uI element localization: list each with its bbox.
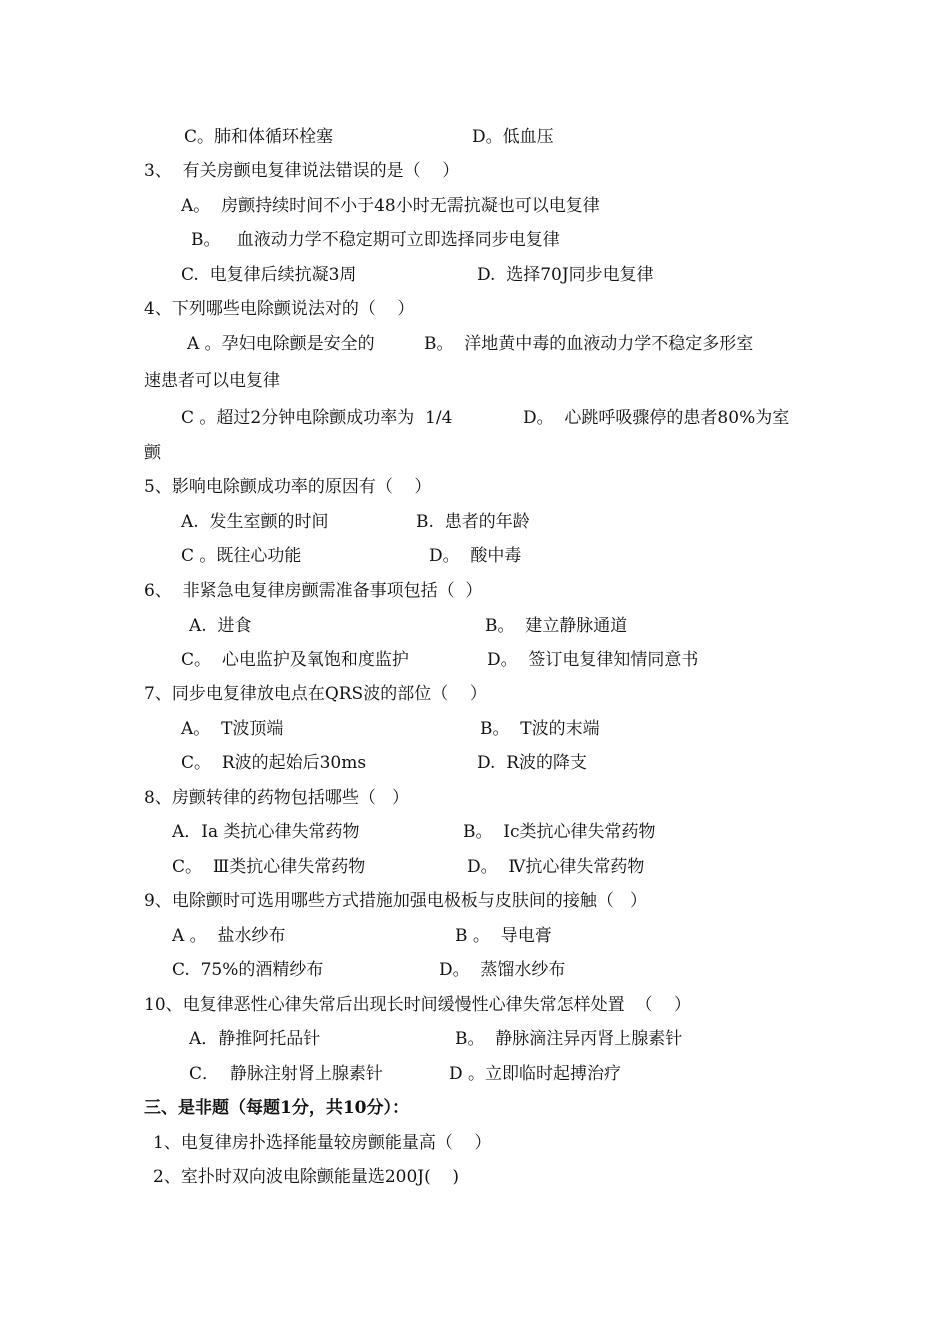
q10-option-c: C． 静脉注射肾上腺素针: [189, 1064, 383, 1084]
q4-option-d-continued: 颤: [144, 443, 161, 463]
q3-option-d: D. 选择70J同步电复律: [477, 265, 654, 285]
tf-item-1: 1、电复律房扑选择能量较房颤能量高（ ）: [153, 1133, 492, 1153]
q2-option-d: D。低血压: [472, 127, 554, 147]
q9-option-c: C. 75%的酒精纱布: [172, 960, 324, 980]
q3-option-a: A。 房颤持续时间不小于48小时无需抗凝也可以电复律: [181, 196, 600, 216]
q8-option-c: C。 Ⅲ类抗心律失常药物: [172, 857, 366, 877]
q3-option-c: C. 电复律后续抗凝3周: [181, 265, 357, 285]
q7-option-c: C。 R波的起始后30ms: [181, 753, 367, 773]
q6-option-d: D。 签订电复律知情同意书: [487, 650, 699, 670]
q4-option-c: C 。超过2分钟电除颤成功率为 1/4: [181, 408, 453, 428]
q6-option-b: B。 建立静脉通道: [485, 616, 628, 636]
q7-option-a: A。 T波顶端: [181, 719, 284, 739]
q4-option-a: A 。孕妇电除颤是安全的: [187, 334, 375, 354]
q5-option-c: C 。既往心功能: [181, 546, 302, 566]
q7-option-d: D. R波的降支: [477, 753, 588, 773]
q10-stem: 10、电复律恶性心律失常后出现长时间缓慢性心律失常怎样处置 （ ）: [144, 995, 692, 1015]
q10-option-b: B。 静脉滴注异丙肾上腺素针: [455, 1029, 683, 1049]
q9-option-b: B 。 导电膏: [455, 926, 552, 946]
q9-option-a: A 。 盐水纱布: [172, 926, 286, 946]
q8-stem: 8、房颤转律的药物包括哪些（ ）: [144, 788, 410, 808]
q4-stem: 4、下列哪些电除颤说法对的（ ）: [144, 299, 415, 319]
q3-stem: 3、 有关房颤电复律说法错误的是（ ）: [144, 161, 460, 181]
q7-stem: 7、同步电复律放电点在QRS波的部位（ ）: [144, 684, 487, 704]
q5-option-d: D。 酸中毒: [429, 546, 522, 566]
q9-stem: 9、电除颤时可选用哪些方式措施加强电极板与皮肤间的接触（ ）: [144, 891, 648, 911]
q4-option-b-continued: 速患者可以电复律: [144, 371, 280, 391]
q9-option-d: D。 蒸馏水纱布: [439, 960, 566, 980]
tf-item-2: 2、室扑时双向波电除颤能量选200J( ): [153, 1167, 459, 1187]
q5-option-a: A. 发生室颤的时间: [181, 512, 329, 532]
q2-option-c: C。肺和体循环栓塞: [184, 127, 334, 147]
q8-option-d: D。 Ⅳ抗心律失常药物: [467, 857, 645, 877]
q8-option-a: A．Ⅰa 类抗心律失常药物: [172, 822, 360, 842]
q7-option-b: B。 T波的末端: [480, 719, 600, 739]
q3-option-b: B。 血液动力学不稳定期可立即选择同步电复律: [191, 230, 560, 250]
q4-option-b: B。 洋地黄中毒的血液动力学不稳定多形室: [424, 334, 754, 354]
q10-option-d: D 。立即临时起搏治疗: [449, 1064, 622, 1084]
q6-option-c: C。 心电监护及氧饱和度监护: [181, 650, 409, 670]
q5-option-b: B. 患者的年龄: [416, 512, 530, 532]
q8-option-b: B。 Ⅰc类抗心律失常药物: [463, 822, 656, 842]
q4-option-d: D。 心跳呼吸骤停的患者80%为室: [523, 408, 790, 428]
section-heading-true-false: 三、是非题（每题1分，共10分）：: [144, 1098, 409, 1118]
q10-option-a: A．静推阿托品针: [189, 1029, 321, 1049]
q5-stem: 5、影响电除颤成功率的原因有（ ）: [144, 477, 432, 497]
q6-option-a: A. 进食: [189, 616, 252, 636]
q6-stem: 6、 非紧急电复律房颤需准备事项包括（ ）: [144, 581, 483, 601]
